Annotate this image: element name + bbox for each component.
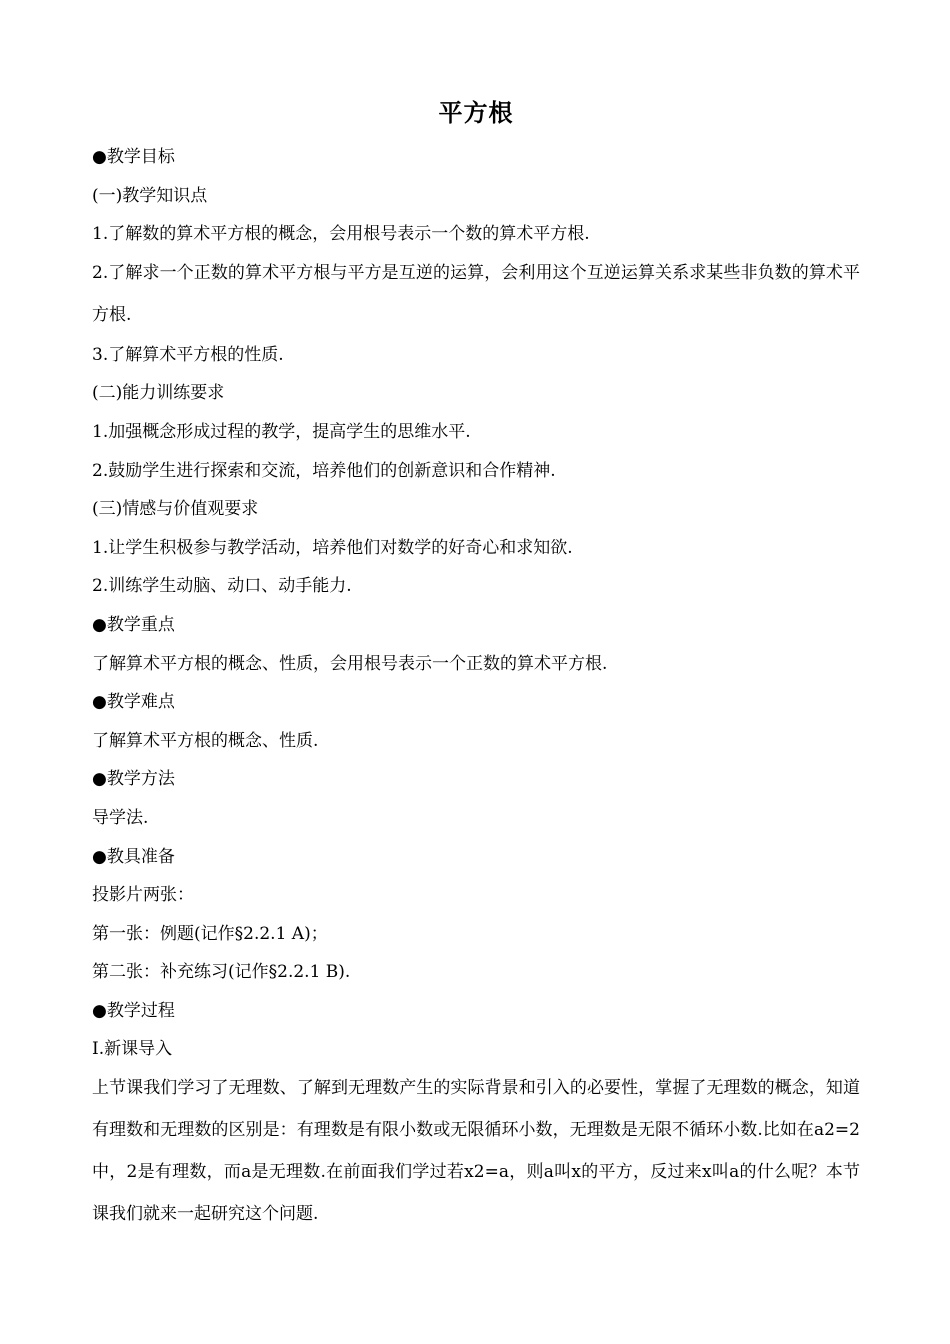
methods-text: 导学法. — [92, 807, 149, 828]
section-heading-difficulties: ●教学难点 — [92, 692, 175, 713]
section-heading-objectives: ●教学目标 — [92, 147, 175, 167]
key-points-text: 了解算术平方根的概念、性质，会用根号表示一个正数的算术平方根. — [92, 653, 608, 674]
knowledge-item-2: 2.了解求一个正数的算术平方根与平方是互逆的运算，会利用这个互逆运算关系求某些非负数的算术平方根. — [92, 262, 860, 325]
subsection-heading-values: (三)情感与价值观要求 — [92, 499, 259, 520]
ability-item-2: 2.鼓励学生进行探索和交流，培养他们的创新意识和合作精神. — [92, 460, 556, 481]
process-step-1-text: 上节课我们学习了无理数、了解到无理数产生的实际背景和引入的必要性，掌握了无理数的概念，知道有理数和无理数的区别是：有理数是有限小数或无限循环小数，无理数是无限不循环小数.比如在a2=2中，2是有理数，而a是无理数.在前面我们学过若x2=a，则a叫x的平方，反过来x叫a的什么呢？本节课我们就来一起研究这个问题. — [92, 1078, 860, 1225]
difficulties-text: 了解算术平方根的概念、性质. — [92, 730, 319, 751]
materials-intro: 投影片两张： — [92, 885, 194, 906]
section-heading-methods: ●教学方法 — [92, 769, 175, 790]
section-heading-materials: ●教具准备 — [92, 846, 175, 867]
materials-item-1: 第一张：例题(记作§2.2.1 A)； — [92, 923, 328, 944]
process-step-1-heading: Ⅰ.新课导入 — [92, 1039, 173, 1060]
subsection-heading-knowledge: (一)教学知识点 — [92, 185, 208, 206]
subsection-heading-ability: (二)能力训练要求 — [92, 383, 225, 404]
section-heading-key-points: ●教学重点 — [92, 614, 175, 635]
document-title: 平方根 — [438, 99, 514, 127]
values-item-2: 2.训练学生动脑、动口、动手能力. — [92, 576, 352, 597]
knowledge-item-1: 1.了解数的算术平方根的概念，会用根号表示一个数的算术平方根. — [92, 224, 590, 245]
materials-item-2: 第二张：补充练习(记作§2.2.1 B). — [92, 962, 351, 983]
section-heading-process: ●教学过程 — [92, 1000, 175, 1021]
document-page — [92, 96, 860, 1235]
ability-item-1: 1.加强概念形成过程的教学，提高学生的思维水平. — [92, 421, 471, 442]
knowledge-item-3: 3.了解算术平方根的性质. — [92, 344, 284, 365]
values-item-1: 1.让学生积极参与教学活动，培养他们对数学的好奇心和求知欲. — [92, 537, 573, 558]
